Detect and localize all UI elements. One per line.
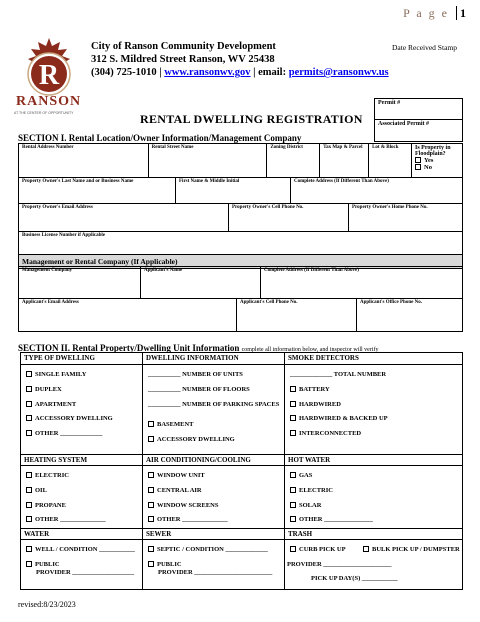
zoning-district-label: Zoning District	[270, 145, 303, 150]
water-public[interactable]	[26, 561, 60, 568]
org-address: 312 S. Mildred Street Ranson, WV 25438	[91, 54, 275, 65]
checkbox[interactable]	[26, 546, 32, 552]
heat-other[interactable]	[26, 516, 106, 523]
checkbox[interactable]	[26, 415, 32, 421]
section2-note: complete all information below, and inspector will verify	[241, 347, 379, 353]
management-address-field[interactable]	[261, 267, 463, 299]
trash-header: TRASH	[288, 530, 313, 538]
section1-row2	[18, 177, 463, 204]
checkbox[interactable]	[26, 430, 32, 436]
trash-bulk[interactable]	[363, 546, 460, 553]
lot-block-field[interactable]	[369, 144, 412, 178]
basement-label: BASEMENT	[157, 421, 194, 428]
owner-cell-field[interactable]	[229, 204, 349, 232]
applicant-office-field[interactable]	[357, 299, 463, 332]
dwelling-accessory[interactable]	[148, 436, 235, 443]
logo-tagline: AT THE CENTER OF OPPORTUNITY	[14, 111, 74, 115]
water-well[interactable]	[26, 546, 135, 553]
checkbox[interactable]	[26, 386, 32, 392]
management-address-label: Complete Address (If Different Than Above)	[264, 268, 359, 273]
water-well-label: WELL / CONDITION ___________	[35, 546, 135, 553]
ac-central-air[interactable]	[148, 487, 202, 494]
hot-gas[interactable]	[290, 472, 312, 479]
trash-bulk-label: BULK PICK UP / DUMPSTER	[372, 546, 460, 553]
type-apartment-label: APARTMENT	[35, 401, 77, 408]
owner-complete-address-label: Complete Address (If Different Than Above)	[294, 179, 389, 184]
dwelling-block	[20, 352, 463, 455]
hot-gas-label: GAS	[299, 472, 313, 479]
number-of-floors[interactable]: __________ NUMBER OF FLOORS	[148, 386, 250, 393]
applicant-email-field[interactable]	[19, 299, 237, 332]
email-link[interactable]: permits@ransonwv.us	[288, 67, 389, 78]
type-other-label: OTHER _____________	[35, 430, 103, 437]
dwelling-basement[interactable]	[148, 421, 193, 428]
checkbox[interactable]	[290, 401, 296, 407]
svg-text:R: R	[38, 60, 60, 91]
ac-window-unit-label: WINDOW UNIT	[157, 472, 205, 479]
date-received-stamp: Date Received Stamp	[392, 43, 457, 52]
checkbox[interactable]	[290, 546, 296, 552]
hot-solar-label: SOLAR	[299, 502, 322, 509]
org-phone: (304) 725-1010 |	[91, 67, 162, 78]
type-single-family-label: SINGLE FAMILY	[35, 371, 87, 378]
business-license-field[interactable]	[19, 232, 463, 255]
heat-oil[interactable]	[26, 487, 47, 494]
trash-curb[interactable]	[290, 546, 346, 553]
smoke-total-number[interactable]: _____________ TOTAL NUMBER	[290, 371, 387, 378]
checkbox[interactable]	[290, 386, 296, 392]
rental-address-number-field[interactable]	[19, 144, 149, 178]
checkbox[interactable]	[26, 401, 32, 407]
owner-last-name-label: Property Owner's Last Name and or Business Name	[22, 179, 134, 184]
ac-window-unit[interactable]	[148, 472, 205, 479]
type-duplex[interactable]	[26, 386, 62, 393]
battery-label: BATTERY	[299, 386, 330, 393]
owner-home-label: Property Owner's Home Phone No.	[352, 205, 428, 210]
number-of-units[interactable]: __________ NUMBER OF UNITS	[148, 371, 243, 378]
heat-electric-label: ELECTRIC	[35, 472, 69, 479]
org-info	[91, 40, 389, 79]
permit-number-field[interactable]: Permit #	[375, 99, 462, 120]
owner-cell-label: Property Owner's Cell Phone No.	[232, 205, 304, 210]
smoke-battery[interactable]	[290, 386, 330, 393]
page-label: P a g e	[403, 6, 449, 20]
type-apartment[interactable]	[26, 401, 76, 408]
business-license-label: Business License Number if Applicable	[22, 233, 105, 238]
checkbox[interactable]	[26, 516, 32, 522]
applicant-email-label: Applicant's Email Address	[22, 300, 79, 305]
rental-address-number-label: Rental Address Number	[22, 145, 74, 150]
ac-other[interactable]	[148, 516, 228, 523]
checkbox[interactable]	[26, 487, 32, 493]
type-other[interactable]	[26, 430, 102, 437]
smoke-detectors-header: SMOKE DETECTORS	[288, 354, 359, 362]
email-label: | email:	[253, 67, 287, 78]
checkbox[interactable]	[290, 487, 296, 493]
hardwired-backed-label: HARDWIRED & BACKED UP	[299, 415, 388, 422]
section2-title-text: SECTION II. Rental Property/Dwelling Unit Information	[18, 343, 240, 353]
checkbox[interactable]	[290, 430, 296, 436]
ac-other-label: OTHER ______________	[157, 516, 228, 523]
tax-map-label: Tax Map & Parcel	[323, 145, 363, 150]
checkbox[interactable]	[148, 516, 154, 522]
section1-row3	[18, 203, 463, 232]
org-contact	[91, 66, 389, 79]
checkbox[interactable]	[26, 472, 32, 478]
section1-row4	[18, 231, 463, 269]
owner-home-field[interactable]	[349, 204, 463, 232]
hot-electric[interactable]	[290, 487, 333, 494]
org-name: City of Ranson Community Development	[91, 41, 276, 52]
checkbox[interactable]	[290, 415, 296, 421]
management-company-label: Management Company	[22, 268, 73, 273]
rental-street-name-label: Rental Street Name	[151, 145, 194, 150]
number-of-parking-spaces[interactable]: __________ NUMBER OF PARKING SPACES	[148, 401, 280, 408]
applicant-cell-field[interactable]	[237, 299, 357, 332]
hot-electric-label: ELECTRIC	[299, 487, 333, 494]
ac-header: AIR CONDITIONING/COOLING	[146, 456, 251, 464]
hardwired-label: HARDWIRED	[299, 401, 341, 408]
no-label: No	[424, 164, 432, 171]
checkbox[interactable]	[148, 546, 154, 552]
water-provider-field[interactable]: PROVIDER ___________________	[36, 569, 135, 576]
sewer-public-label: PUBLIC	[157, 561, 182, 568]
owner-email-label: Property Owner's Email Address	[22, 205, 93, 210]
heating-header: HEATING SYSTEM	[24, 456, 88, 464]
sewer-septic-label: SEPTIC / CONDITION _____________	[157, 546, 268, 553]
heat-electric[interactable]	[26, 472, 69, 479]
owner-last-name-field[interactable]	[19, 178, 176, 204]
ac-central-air-label: CENTRAL AIR	[157, 487, 202, 494]
trash-pickup-days-field[interactable]: PICK UP DAY(S) ___________	[311, 575, 398, 582]
section1-row5	[18, 266, 463, 299]
floodplain-yes-checkbox[interactable]	[415, 157, 421, 163]
interconnected-label: INTERCONNECTED	[299, 430, 362, 437]
heat-other-label: OTHER ______________	[35, 516, 106, 523]
smoke-hardwired[interactable]	[290, 401, 341, 408]
checkbox[interactable]	[148, 487, 154, 493]
owner-email-field[interactable]	[19, 204, 229, 232]
hot-water-header: HOT WATER	[288, 456, 331, 464]
type-single-family[interactable]	[26, 371, 86, 378]
form-title: RENTAL DWELLING REGISTRATION	[140, 112, 363, 126]
checkbox[interactable]	[290, 472, 296, 478]
checkbox[interactable]	[290, 502, 296, 508]
logo-wordmark: RANSON	[16, 94, 82, 109]
section1-row1	[18, 143, 463, 178]
page-number	[403, 6, 466, 21]
associated-permit-field[interactable]: Associated Permit #	[378, 121, 429, 127]
water-public-label: PUBLIC	[35, 561, 60, 568]
management-header: Management or Rental Company (If Applicable)	[19, 255, 463, 269]
applicant-name-label: Applicant's Name	[144, 268, 183, 273]
first-name-field[interactable]	[176, 178, 291, 204]
checkbox[interactable]	[363, 546, 369, 552]
hot-solar[interactable]	[290, 502, 321, 509]
floodplain-field	[412, 144, 463, 178]
accessory-dwelling-label: ACCESSORY DWELLING	[157, 436, 235, 443]
checkbox[interactable]	[26, 502, 32, 508]
checkbox[interactable]	[26, 561, 32, 567]
ranson-logo	[14, 36, 84, 116]
type-duplex-label: DUPLEX	[35, 386, 62, 393]
page-number-value: 1	[456, 6, 466, 20]
first-name-label: First Name & Middle Initial	[179, 179, 240, 184]
permit-box	[374, 98, 463, 142]
sewer-public[interactable]	[148, 561, 182, 568]
tax-map-field[interactable]	[320, 144, 369, 178]
type-accessory-dwelling-label: ACCESSORY DWELLING	[35, 415, 113, 422]
checkbox[interactable]	[148, 502, 154, 508]
trash-curb-label: CURB PICK UP	[299, 546, 346, 553]
type-of-dwelling-header: TYPE OF DWELLING	[24, 354, 95, 362]
management-company-field[interactable]	[19, 267, 141, 299]
checkbox[interactable]	[26, 371, 32, 377]
section1-title: SECTION I. Rental Location/Owner Information/Management Company	[18, 133, 302, 143]
owner-complete-address-field[interactable]	[291, 178, 463, 204]
sewer-septic[interactable]	[148, 546, 268, 553]
zoning-district-field[interactable]	[267, 144, 320, 178]
dwelling-info-header: DWELLING INFORMATION	[146, 354, 239, 362]
heat-propane-label: PROPANE	[35, 502, 66, 509]
hot-other-label: OTHER _______________	[299, 516, 373, 523]
checkbox[interactable]	[148, 421, 154, 427]
section1-row6	[18, 298, 463, 332]
smoke-hardwired-backed[interactable]	[290, 415, 388, 422]
hot-other[interactable]	[290, 516, 373, 523]
sewer-header: SEWER	[146, 530, 172, 538]
type-accessory-dwelling[interactable]	[26, 415, 113, 422]
applicant-cell-label: Applicant's Cell Phone No.	[240, 300, 298, 305]
sewer-provider-field[interactable]: PROVIDER ________________________	[158, 569, 273, 576]
website-link[interactable]: www.ransonwv.gov	[164, 67, 251, 78]
yes-label: Yes	[424, 157, 434, 164]
ac-window-screens-label: WINDOW SCREENS	[157, 502, 219, 509]
smoke-interconnected[interactable]	[290, 430, 361, 437]
utilities-block	[20, 454, 463, 529]
checkbox[interactable]	[148, 436, 154, 442]
rental-street-name-field[interactable]	[148, 144, 267, 178]
checkbox[interactable]	[148, 472, 154, 478]
applicant-office-label: Applicant's Office Phone No.	[360, 300, 422, 305]
ac-window-screens[interactable]	[148, 502, 218, 509]
trash-provider-field[interactable]: PROVIDER _____________________	[287, 561, 392, 568]
checkbox[interactable]	[290, 516, 296, 522]
water-header: WATER	[24, 530, 50, 538]
revised-date: revised:8/23/2023	[18, 600, 76, 609]
heat-propane[interactable]	[26, 502, 66, 509]
services-block	[20, 528, 463, 590]
applicant-name-field[interactable]	[141, 267, 261, 299]
heat-oil-label: OIL	[35, 487, 47, 494]
lot-block-label: Lot & Block	[372, 145, 399, 150]
floodplain-no-checkbox[interactable]	[415, 164, 421, 170]
checkbox[interactable]	[148, 561, 154, 567]
floodplain-label: Is Property in Floodplain?	[415, 145, 451, 157]
